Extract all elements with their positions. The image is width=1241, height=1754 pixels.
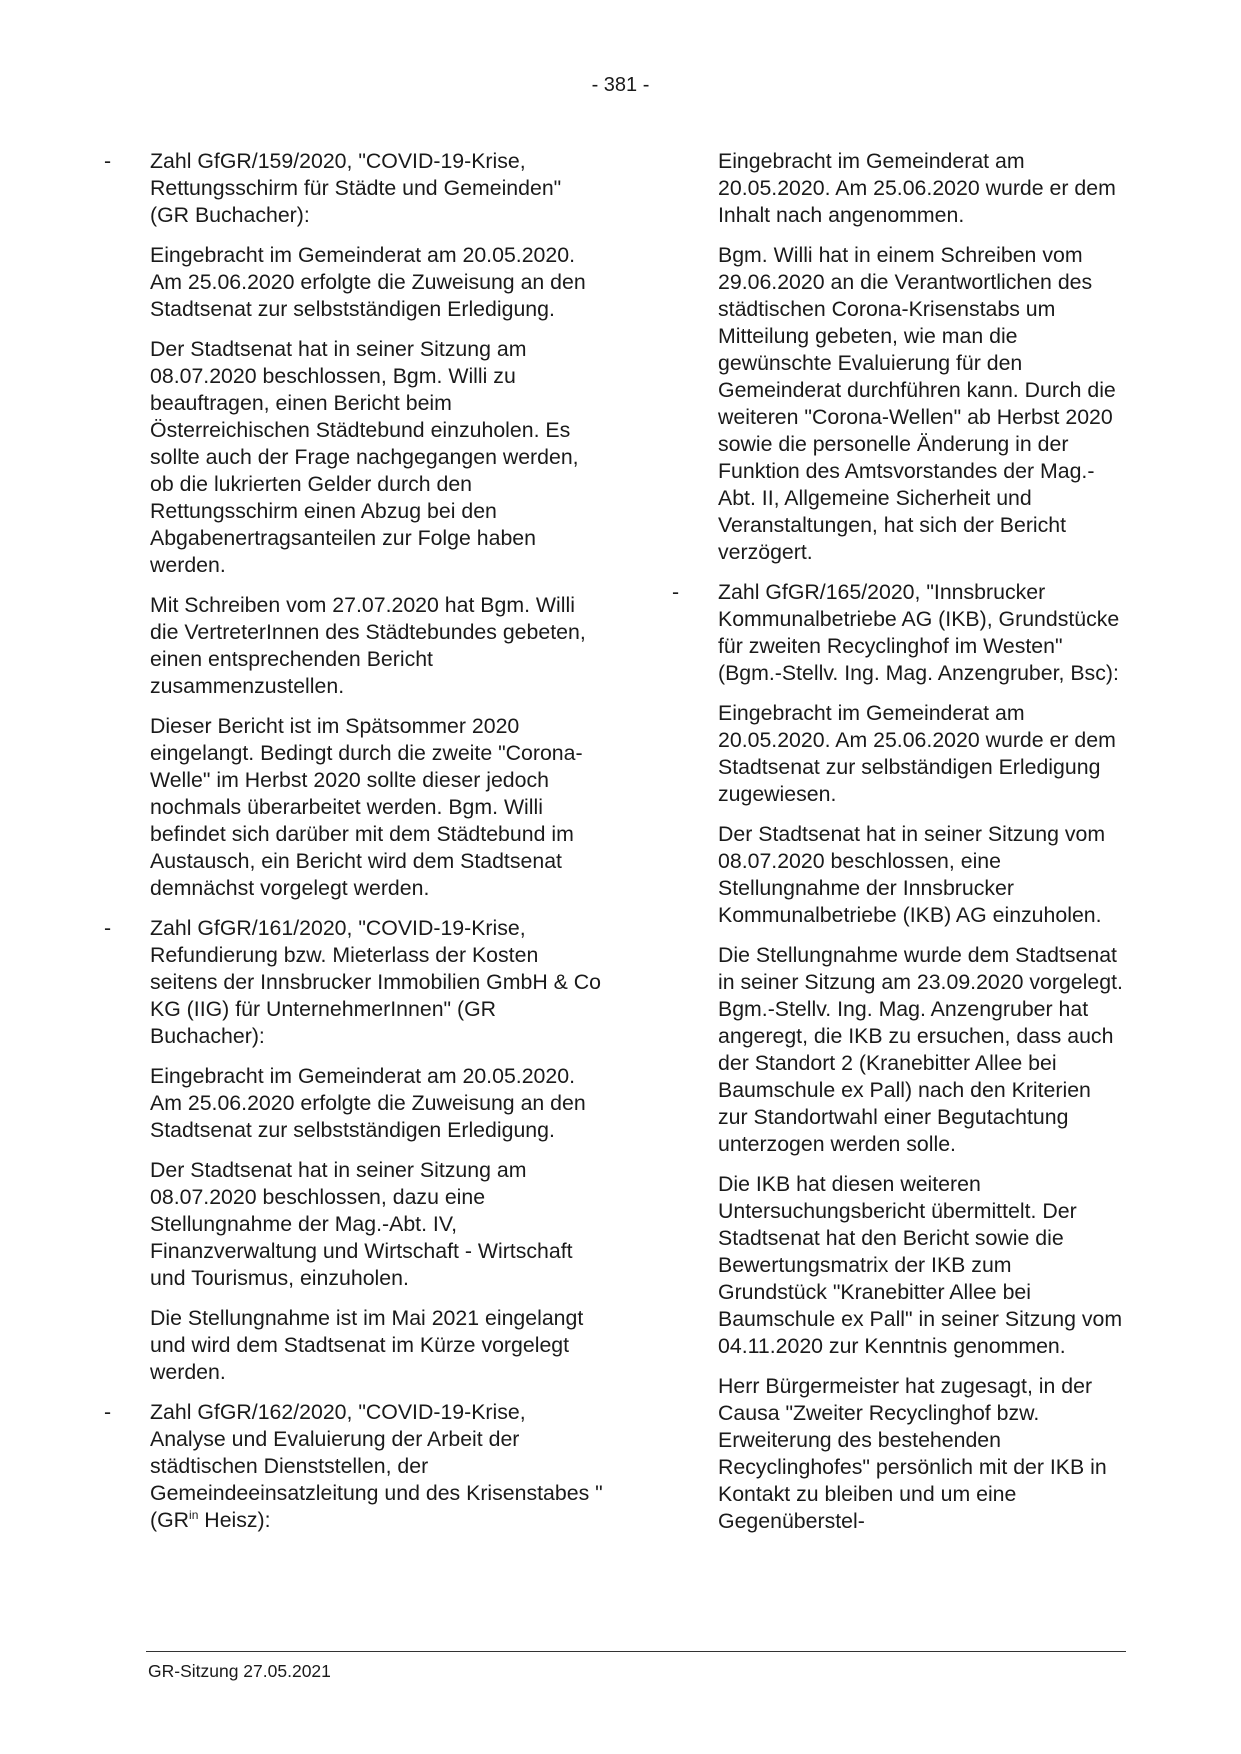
list-dash: -: [672, 580, 680, 604]
item-title: Zahl GfGR/161/2020, "COVID-19-Krise, Refundierung bzw. Mieterlass der Kosten seitens der Innsbrucker Immobilien GmbH & Co KG (IIG) für UnternehmerInnen" (GR Buchacher):: [150, 916, 601, 1048]
item-paragraph: Eingebracht im Gemeinderat am 20.05.2020. Am 25.06.2020 erfolgte die Zuweisung an den Stadtsenat zur selbstständigen Erledigung.: [150, 243, 586, 321]
item-paragraph: Eingebracht im Gemeinderat am 20.05.2020. Am 25.06.2020 wurde er dem Stadtsenat zur selbständigen Erledigung zugewiesen.: [718, 701, 1116, 806]
item-title-start: Zahl GfGR/162/2020, "COVID-19-Krise, Analyse und Evaluierung der Arbeit der städtischen Dienststellen, der Gemeindeeinsatzleitung und des Krisenstabes " (GR: [150, 1400, 603, 1532]
item-paragraph: Der Stadtsenat hat in seiner Sitzung vom 08.07.2020 beschlossen, eine Stellungnahme der Innsbrucker Kommunalbetriebe (IKB) AG einzuholen.: [718, 822, 1106, 927]
item-paragraph: Der Stadtsenat hat in seiner Sitzung am 08.07.2020 beschlossen, dazu eine Stellungnahme der Mag.-Abt. IV, Finanzverwaltung und Wirtschaft - Wirtschaft und Tourismus, einzuholen.: [150, 1158, 573, 1290]
item-title: Zahl GfGR/159/2020, "COVID-19-Krise, Rettungsschirm für Städte und Gemeinden" (GR Buchacher):: [150, 149, 562, 227]
list-dash: -: [104, 916, 112, 940]
list-dash: -: [104, 149, 112, 173]
agenda-item-159: [104, 148, 606, 902]
agenda-item-161: [104, 915, 606, 1386]
left-column: [104, 148, 606, 1547]
item-paragraph: Eingebracht im Gemeinderat am 20.05.2020. Am 25.06.2020 wurde er dem Inhalt nach angenommen.: [718, 149, 1116, 227]
item-paragraph: Dieser Bericht ist im Spätsommer 2020 eingelangt. Bedingt durch die zweite "Corona-Welle" im Herbst 2020 sollte dieser jedoch nochmals überarbeitet werden. Bgm. Willi befindet sich darüber mit dem Städtebund im Austausch, ein Bericht wird dem Stadtsenat demnächst vorgelegt werden.: [150, 714, 583, 900]
right-column: [672, 148, 1123, 1548]
item-paragraph: Die Stellungnahme ist im Mai 2021 eingelangt und wird dem Stadtsenat im Kürze vorgelegt werden.: [150, 1306, 584, 1384]
page-number: - 381 -: [591, 74, 650, 96]
item-paragraph: Bgm. Willi hat in einem Schreiben vom 29.06.2020 an die Verantwortlichen des städtischen Corona-Krisenstabs um Mitteilung gebeten, wie man die gewünschte Evaluierung für den Gemeinderat durchführen kann. Durch die weiteren "Corona-Wellen" ab Herbst 2020 sowie die personelle Änderung in der Funktion des Amtsvorstandes der Mag.-Abt. II, Allgemeine Sicherheit und Veranstaltungen, hat sich der Bericht verzögert.: [718, 243, 1116, 564]
item-title: Zahl GfGR/165/2020, "Innsbrucker Kommunalbetriebe AG (IKB), Grundstücke für zweiten Recyclinghof im Westen" (Bgm.-Stellv. Ing. Mag. Anzengruber, Bsc):: [718, 580, 1120, 685]
item-paragraph: Eingebracht im Gemeinderat am 20.05.2020. Am 25.06.2020 erfolgte die Zuweisung an den Stadtsenat zur selbstständigen Erledigung.: [150, 1064, 586, 1142]
agenda-item-162: [104, 1399, 606, 1534]
footer-session-date: GR-Sitzung 27.05.2021: [148, 1661, 331, 1681]
title-superscript: in: [189, 1507, 199, 1522]
item-paragraph: Mit Schreiben vom 27.07.2020 hat Bgm. Willi die VertreterInnen des Städtebundes gebeten, einen entsprechenden Bericht zusammenzustellen.: [150, 593, 586, 698]
item-title-end: Heisz):: [198, 1508, 271, 1532]
item-title: [150, 1399, 606, 1534]
item-paragraph: Der Stadtsenat hat in seiner Sitzung am 08.07.2020 beschlossen, Bgm. Willi zu beauftragen, einen Bericht beim Österreichischen Städtebund einzuholen. Es sollte auch der Frage nachgegangen werden, ob die lukrierten Gelder durch den Rettungsschirm einen Abzug bei den Abgabenertragsanteilen zur Folge haben werden.: [150, 337, 579, 577]
footer-divider: [146, 1651, 1126, 1652]
agenda-item-165: [672, 579, 1123, 1535]
item-paragraph: Herr Bürgermeister hat zugesagt, in der Causa "Zweiter Recyclinghof bzw. Erweiterung des bestehenden Recyclinghofes" persönlich mit der IKB in Kontakt zu bleiben und um eine Gegenüberstel-: [718, 1374, 1107, 1533]
item-paragraph: Die IKB hat diesen weiteren Untersuchungsbericht übermittelt. Der Stadtsenat hat den Bericht sowie die Bewertungsmatrix der IKB zum Grundstück "Kranebitter Allee bei Baumschule ex Pall" in seiner Sitzung vom 04.11.2020 zur Kenntnis genommen.: [718, 1172, 1123, 1358]
list-dash: -: [104, 1400, 112, 1424]
item-paragraph: Die Stellungnahme wurde dem Stadtsenat in seiner Sitzung am 23.09.2020 vorgelegt. Bgm.-Stellv. Ing. Mag. Anzengruber hat angeregt, die IKB zu ersuchen, dass auch der Standort 2 (Kranebitter Allee bei Baumschule ex Pall) nach den Kriterien zur Standortwahl einer Begutachtung unterzogen werden solle.: [718, 943, 1123, 1156]
agenda-item-162-continued: [718, 148, 1123, 566]
